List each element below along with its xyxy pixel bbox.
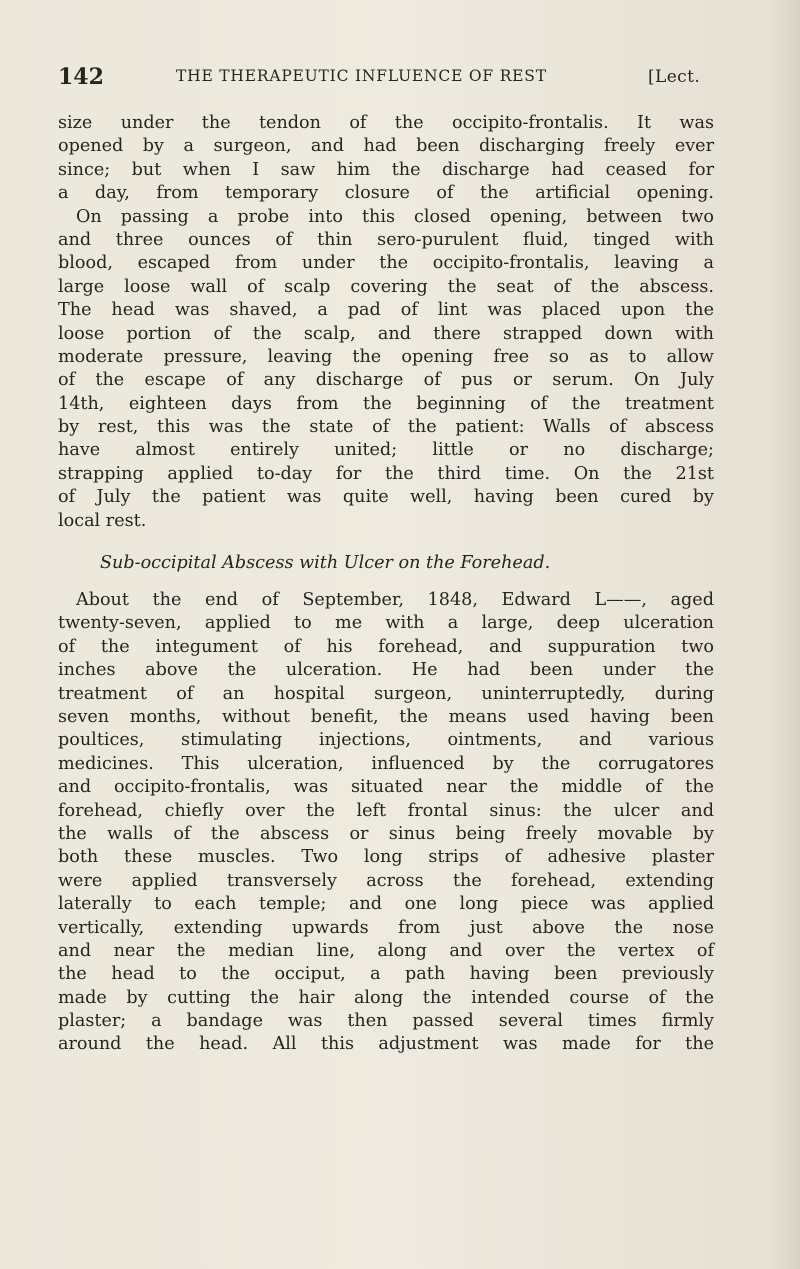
text-line: made by cutting the hair along the intended course of the [58,987,714,1008]
text-line: by rest, this was the state of the patient: Walls of abscess [58,417,714,438]
page-number: 142 [58,64,104,90]
text-line: around the head. All this adjustment was made for the [58,1034,714,1055]
text-line: were applied transversely across the forehead, extending [58,870,714,891]
page-header [58,64,708,90]
text-line: large loose wall of scalp covering the seat of the abscess. [58,276,714,297]
text-line: 14th, eighteen days from the beginning of the treatment [58,393,714,414]
text-line: About the end of September, 1848, Edward L——, aged [76,590,714,611]
text-line: and near the median line, along and over the vertex of [58,940,714,961]
text-line: treatment of an hospital surgeon, uninterruptedly, during [58,683,714,704]
text-line: moderate pressure, leaving the opening free so as to allow [58,346,714,367]
lecture-marker: [Lect. [648,67,701,87]
text-line: laterally to each temple; and one long piece was applied [58,894,714,915]
text-line: since; but when I saw him the discharge had ceased for [58,159,714,180]
text-line: blood, escaped from under the occipito-frontalis, leaving a [58,253,714,274]
text-line: opened by a surgeon, and had been discharging freely ever [58,136,714,157]
paragraph-1 [58,112,714,533]
text-line: the head to the occiput, a path having been previously [58,964,714,985]
text-line: of the integument of his forehead, and suppuration two [58,636,714,657]
text-line: the walls of the abscess or sinus being freely movable by [58,823,714,844]
text-line: and occipito-frontalis, was situated near the middle of the [58,777,714,798]
text-line: seven months, without benefit, the means used having been [58,706,714,727]
text-line: plaster; a bandage was then passed several times firmly [58,1011,714,1032]
body-text [58,112,714,1057]
text-line: of July the patient was quite well, having been cured by [58,487,714,508]
text-line: inches above the ulceration. He had been under the [58,660,714,681]
text-line: a day, from temporary closure of the artificial opening. [58,183,714,204]
text-line: strapping applied to-day for the third time. On the 21st [58,463,714,484]
text-line: vertically, extending upwards from just above the nose [58,917,714,938]
text-line: size under the tendon of the occipito-frontalis. It was [58,113,714,133]
section-heading: Sub-occipital Abscess with Ulcer on the Forehead. [100,553,551,574]
text-line: twenty-seven, applied to me with a large, deep ulceration [58,613,714,634]
text-line: On passing a probe into this closed opening, between two [76,206,714,227]
text-line: of the escape of any discharge of pus or serum. On July [58,370,714,391]
text-line: forehead, chiefly over the left frontal sinus: the ulcer and [58,800,714,821]
text-line: have almost entirely united; little or no discharge; [58,440,714,461]
text-line: loose portion of the scalp, and there strapped down with [58,323,714,344]
text-line: both these muscles. Two long strips of adhesive plaster [58,847,714,868]
running-title: THE THERAPEUTIC INFLUENCE OF REST [176,67,547,85]
text-line: medicines. This ulceration, influenced by the corrugatores [58,753,714,774]
text-line: poultices, stimulating injections, ointments, and various [58,730,714,751]
text-line: The head was shaved, a pad of lint was placed upon the [58,300,714,321]
text-line: and three ounces of thin sero-purulent fluid, tinged with [58,229,714,250]
text-line: local rest. [58,510,147,531]
paragraph-2 [58,589,714,1057]
